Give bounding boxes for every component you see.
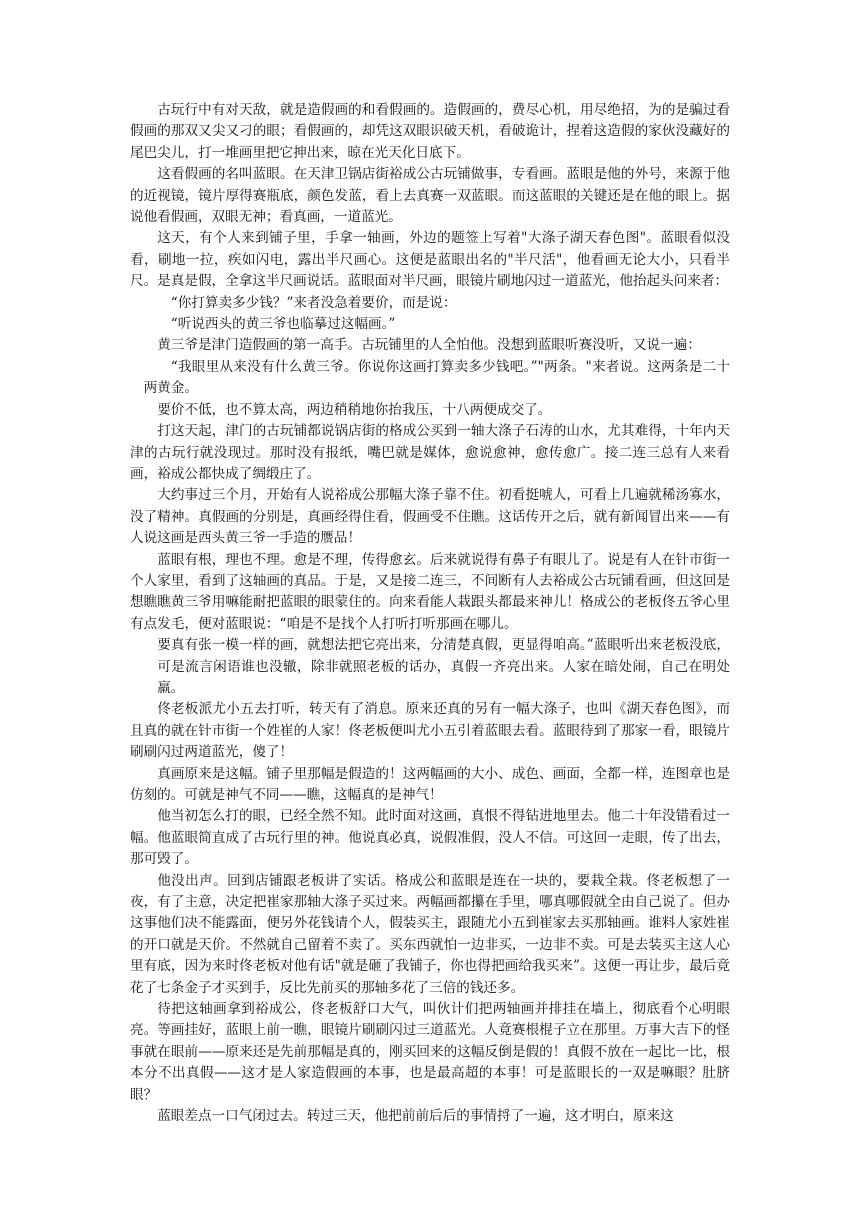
paragraph-2: 这看假画的名叫蓝眼。在天津卫锅店街裕成公古玩铺做事，专看画。蓝眼是他的外号，来源于他的近视镜，镜片厚得赛瓶底，颜色发蓝，看上去真赛一双蓝眼。而这蓝眼的关键还是在他的眼上。据说他看假画，双眼无神；看真画，一道蓝光。 — [130, 166, 730, 226]
paragraph-4: “你打算卖多少钱？”来者没急着要价，而是说： — [170, 294, 457, 311]
paragraph-13: 佟老板派尤小五去打听，转天有了消息。原来还真的另有一幅大涤子，也叫《湖天春色图》，而且真的就在针市街一个姓崔的人家！佟老板便叫尤小五引着蓝眼去看。蓝眼待到了那家一看，眼镜片刷刷闪过两道蓝光，傻了！ — [130, 701, 730, 761]
paragraph-5: “听说西头的黄三爷也临摹过这幅画。” — [170, 316, 396, 333]
paragraph-7: “我眼里从来没有什么黄三爷。你说你这画打算卖多少钱吧。”"两条。"来者说。这两条是二十两黄金。 — [143, 358, 730, 397]
paragraph-6: 黄三爷是津门造假画的第一高手。古玩铺里的人全怕他。没想到蓝眼听赛没听，又说一遍： — [157, 337, 701, 354]
paragraph-12: 要真有张一模一样的画，就想法把它亮出来，分清楚真假，更显得咱高。”蓝眼听出来老板没底，可是流言闲语谁也没辙，除非就照老板的话办，真假一齐亮出来。人家在暗处闹，自己在明处羸。 — [157, 637, 730, 696]
paragraph-9: 打这天起，津门的古玩铺都说锅店街的格成公买到一轴大涤子石涛的山水，尤其难得，十年内天津的古玩行就没现过。那时没有报纸，嘴巴就是媒体，愈说愈神，愈传愈广。接二连三总有人来看画，裕成公都快成了绸缎庄了。 — [130, 423, 730, 482]
document-page — [130, 100, 730, 1128]
paragraph-1: 古玩行中有对天敌，就是造假画的和看假画的。造假画的，费尽心机，用尽绝招，为的是骗过看假画的那双又尖又刁的眼；看假画的，却凭这双眼识破天机，看破诡计，捏着这造假的家伙没藏好的尾巴尖儿，打一堆画里把它抻出来，晾在光天化日底下。 — [130, 102, 730, 161]
paragraph-15: 他当初怎么打的眼，已经全然不知。此时面对这画，真恨不得钻进地里去。他二十年没错看过一幅。他蓝眼简直成了古玩行里的神。他说真必真，说假准假，没人不信。可这回一走眼，传了出去，那可毁了。 — [130, 808, 730, 868]
paragraph-3: 这天，有个人来到铺子里，手拿一轴画，外边的题签上写着"大涤子湖天春色图"。蓝眼看似没看，刷地一拉，疾如闪电，露出半尺画心。这便是蓝眼出名的"半尺活"，他看画无论大小，只看半尺。是真是假，全拿这半尺画说话。蓝眼面对半尺画，眼镜片刷地闪过一道蓝光，他抬起头问来者： — [130, 230, 730, 290]
paragraph-11: 蓝眼有根，理也不理。愈是不理，传得愈玄。后来就说得有鼻子有眼儿了。说是有人在针市街一个人家里，看到了这轴画的真品。于是，又是接二连三，不间断有人去裕成公古玩铺看画，但这回是想瞧瞧黄三爷用嘛能耐把蓝眼的眼蒙住的。向来看能人栽跟头都最来神儿！格成公的老板佟五爷心里有点发毛，便对蓝眼说：“咱是不是找个人打听打听那画在哪儿。 — [130, 551, 730, 632]
paragraph-17: 待把这轴画拿到裕成公，佟老板舒口大气，叫伙计们把两轴画并排挂在墙上，彻底看个心明眼亮。等画挂好，蓝眼上前一瞧，眼镜片刷刷闪过三道蓝光。人竟赛根棍子立在那里。万事大吉下的怪事就在眼前——原来还是先前那幅是真的，刚买回来的这幅反倒是假的！真假不放在一起比一比，根本分不出真假——这才是人家造假画的本事，也是最高超的本事！可是蓝眼长的一双是嘛眼？肚脐眼？ — [130, 1001, 730, 1103]
paragraph-16: 他没出声。回到店铺跟老板讲了实话。格成公和蓝眼是连在一块的，要栽全栽。佟老板想了一夜，有了主意，决定把崔家那轴大涤子买过来。两幅画都攥在手里，哪真哪假就全由自己说了。但办这事他们决不能露面，便另外花钱请个人，假装买主，跟随尤小五到崔家去买那轴画。谁料人家姓崔的开口就是天价。不然就自己留着不卖了。买东西就怕一边非买，一边非不卖。可是去装买主这人心里有底，因为来时佟老板对他有话"就是砸了我铺子，你也得把画给我买来”。这便一再让步，最后竟花了七条金子才买到手，反比先前买的那轴多花了三倍的钱还多。 — [130, 872, 730, 996]
paragraph-14: 真画原来是这幅。铺子里那幅是假造的！这两幅画的大小、成色、画面，全都一样，连图章也是仿刻的。可就是神气不同——瞧，这幅真的是神气！ — [130, 765, 730, 803]
paragraph-8: 要价不低，也不算太高，两边稍稍地你抬我压，十八两便成交了。 — [157, 401, 552, 418]
paragraph-18: 蓝眼差点一口气闭过去。转过三天，他把前前后后的事情捋了一遍，这才明白，原来这 — [157, 1108, 674, 1125]
paragraph-10: 大约事过三个月，开始有人说裕成公那幅大涤子靠不住。初看挺唬人，可看上几遍就稀汤寡水，没了精神。真假画的分别是，真画经得住看，假画受不住瞧。这话传开之后，就有新闻冒出来——有人说这画是西头黄三爷一手造的赝品！ — [130, 487, 730, 547]
